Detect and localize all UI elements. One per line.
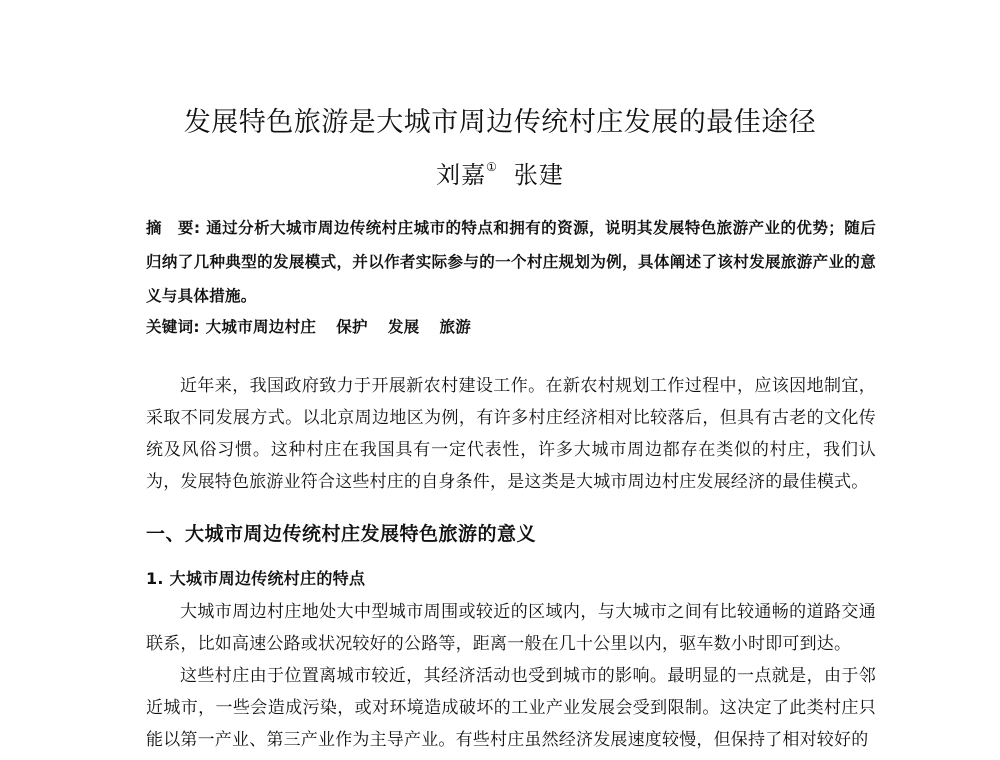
- author-line: [0, 160, 1000, 190]
- abstract-text: 通过分析大城市周边传统村庄城市的特点和拥有的资源，说明其发展特色旅游产业的优势；随后归纳了几种典型的发展模式，并以作者实际参与的一个村庄规划为例，具体阐述了该村发展旅游产业的意义与具体措施。: [146, 219, 876, 305]
- author-second: 张建: [513, 161, 564, 189]
- keyword: 旅游: [439, 318, 472, 336]
- keyword: 大城市周边村庄: [205, 318, 317, 336]
- section-heading: 一、大城市周边传统村庄发展特色旅游的意义: [146, 523, 537, 545]
- subsection-heading: 1. 大城市周边传统村庄的特点: [146, 569, 366, 588]
- intro-paragraph: 近年来，我国政府致力于开展新农村建设工作。在新农村规划工作过程中，应该因地制宜，采取不同发展方式。以北京周边地区为例，有许多村庄经济相对比较落后，但具有古老的文化传统及风俗习惯。这种村庄在我国具有一定代表性，许多大城市周边都存在类似的村庄，我们认为，发展特色旅游业符合这些村庄的自身条件，是这类是大城市周边村庄发展经济的最佳模式。: [146, 376, 876, 492]
- keywords-label: 关键词:: [146, 318, 200, 336]
- body-paragraph: 这些村庄由于位置离城市较近，其经济活动也受到城市的影响。最明显的一点就是，由于邻近城市，一些会造成污染，或对环境造成破坏的工业产业发展会受到限制。这决定了此类村庄只能以第一产业、第三产业作为主导产业。有些村庄虽然经济发展速度较慢，但保持了相对较好的: [146, 666, 876, 750]
- body-paragraph: 大城市周边村庄地处大中型城市周围或较近的区域内，与大城市之间有比较通畅的道路交通联系，比如高速公路或状况较好的公路等，距离一般在几十公里以内，驱车数小时即可到达。: [146, 602, 876, 654]
- abstract: [146, 211, 876, 313]
- keyword: 发展: [387, 318, 420, 336]
- keyword: 保护: [336, 318, 368, 336]
- author-first: 刘嘉: [436, 161, 487, 189]
- footnote-mark: ①: [486, 160, 498, 174]
- abstract-label: 摘 要:: [146, 219, 201, 237]
- keywords: [146, 312, 876, 342]
- paper-title: 发展特色旅游是大城市周边传统村庄发展的最佳途径: [183, 107, 817, 138]
